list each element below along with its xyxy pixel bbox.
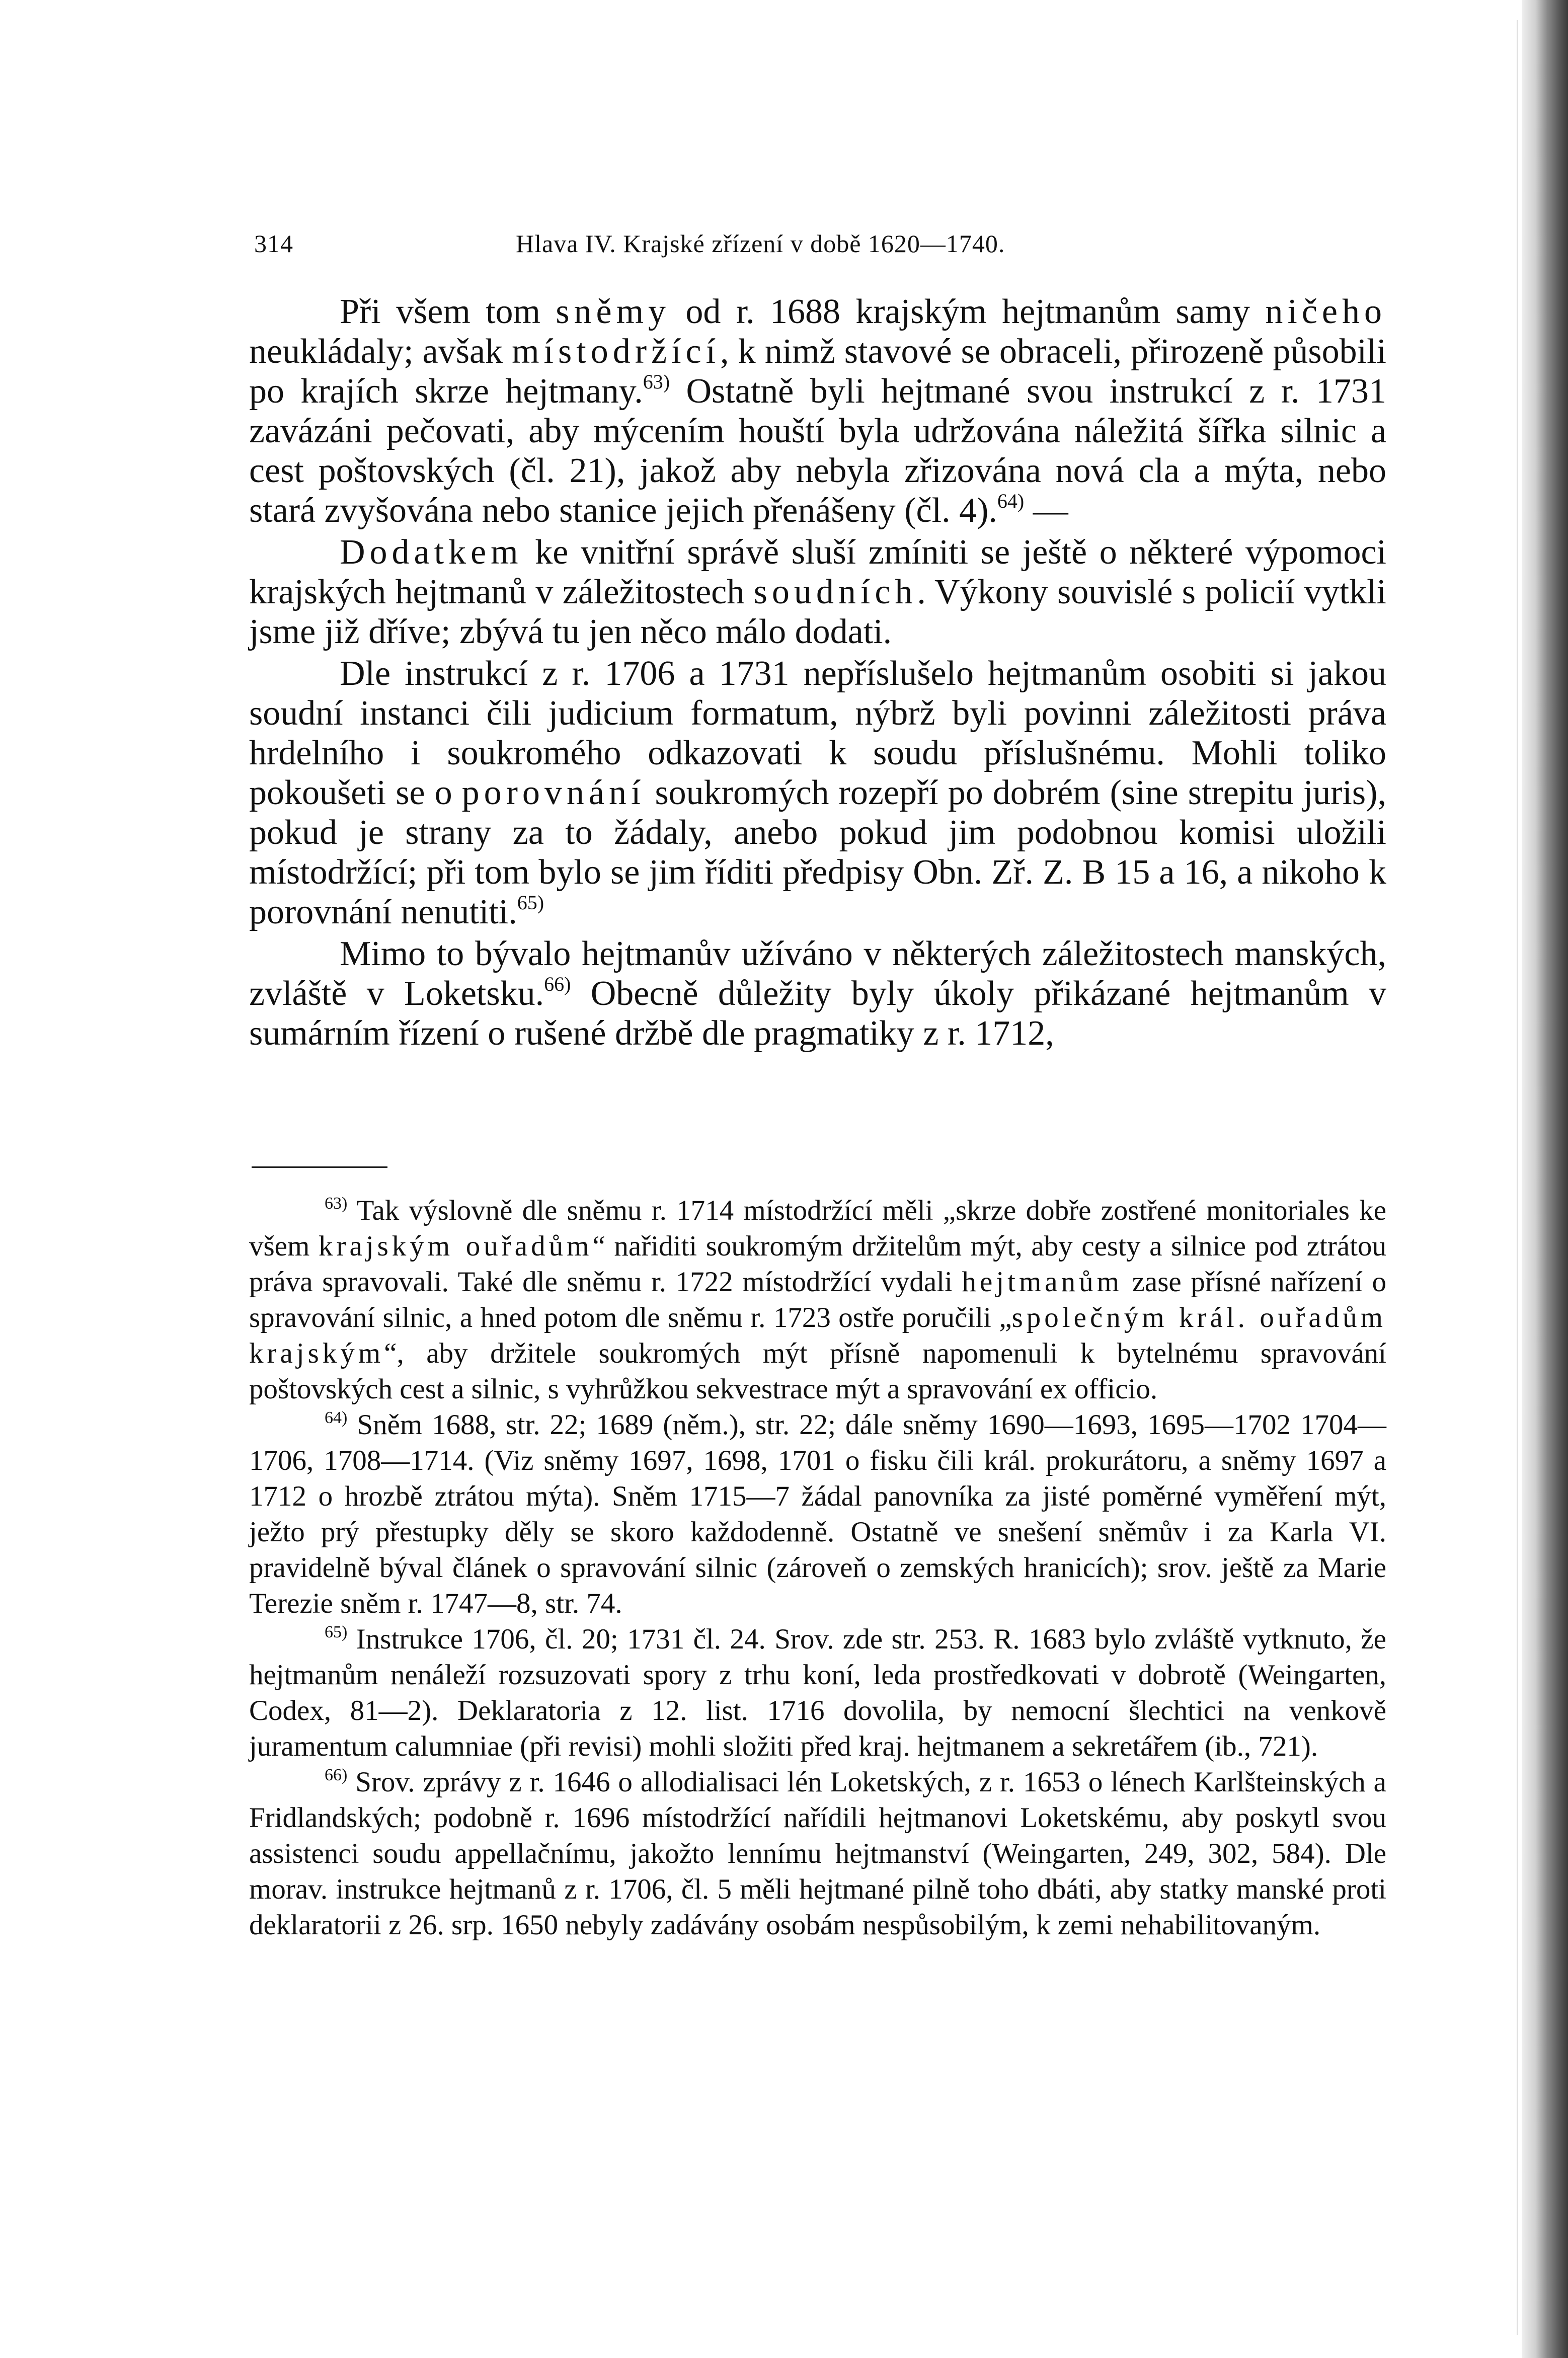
footnote-mark: 64) xyxy=(325,1408,348,1427)
text-run: “ nařiditi soukromým držitelům mýt, aby cesty a silnice pod ztrátou práva spravovali. Také dle sněmu r. 1722 místodržící vydali xyxy=(249,1230,1386,1298)
page-edge-line xyxy=(1517,20,1518,2335)
main-text xyxy=(249,292,1386,1055)
footnote-65 xyxy=(249,1621,1386,1764)
paragraph-2 xyxy=(249,532,1386,652)
text-run: Při všem tom xyxy=(340,292,556,331)
footnotes xyxy=(249,1193,1386,1943)
text-run: zase přísné nařízení o spravování silnic, a hned potom dle sněmu r. 1723 ostře poručili „ xyxy=(249,1266,1386,1333)
spaced-emphasis: místodržící xyxy=(512,332,721,371)
text-run: . Výkony souvislé s policií vytkli jsme již dříve; zbývá tu jen něco málo dodati. xyxy=(249,573,1387,651)
spaced-emphasis: hejtmanům xyxy=(962,1266,1123,1298)
footnote-ref-65[interactable]: 65) xyxy=(517,891,544,914)
footnote-66 xyxy=(249,1764,1386,1943)
footnote-mark: 65) xyxy=(325,1623,348,1641)
footnote-divider xyxy=(252,1166,387,1168)
text-run: od r. 1688 krajským hejtmanům samy xyxy=(670,292,1266,331)
text-run: , k nimž stavové se obraceli, přirozeně působili po krajích skrze hejtmany. xyxy=(249,332,1387,411)
footnote-ref-64[interactable]: 64) xyxy=(997,490,1025,512)
spaced-emphasis: ničeho xyxy=(1265,292,1386,331)
running-title: Hlava IV. Krajské zřízení v době 1620—1740. xyxy=(516,229,1005,258)
footnote-64 xyxy=(249,1407,1386,1621)
text-run: — xyxy=(1024,491,1068,530)
text-run: neukládaly; avšak xyxy=(249,332,512,371)
footnote-ref-66[interactable]: 66) xyxy=(544,973,571,995)
footnote-ref-63[interactable]: 63) xyxy=(643,370,670,393)
paragraph-4 xyxy=(249,934,1386,1053)
text-run: Ostatně byli hejtmané svou instrukcí z r. 1731 zavázáni pečovati, aby mýcením houští byla udržována náležitá šířka silnic a cest poštovských (čl. 21), jakož aby nebyla zřizována nová cla a mýta, nebo stará zvyšována nebo stanice jejich přenášeny (čl. 4). xyxy=(249,372,1386,530)
text-run: Instrukce 1706, čl. 20; 1731 čl. 24. Srov. zde str. 253. R. 1683 bylo zvláště vytknuto, že hejtmanům nenáleží rozsuzovati spory z trhu koní, leda prostředkovati v dobrotě (Weingarten, Codex, 81—2). Deklaratoria z 12. list. 1716 dovolila, by nemocní šlechtici na venkově juramentum calumniae (při revisi) mohli složiti před kraj. hejtmanem a sekretářem (ib., 721). xyxy=(249,1623,1386,1762)
text-run: Srov. zprávy z r. 1646 o allodialisaci lén Loketských, z r. 1653 o lénech Karlšteinských a Fridlandských; podobně r. 1696 místodržící nařídili hejtmanovi Loketskému, aby poskytl svou assistenci soudu appellačnímu, jakožto lennímu hejtmanství (Weingarten, 249, 302, 584). Dle morav. instrukce hejtmanů z r. 1706, čl. 5 měli hejtmané pilně toho dbáti, aby statky manské proti deklaratorii z 26. srp. 1650 nebyly zadávány osobám nespůsobilým, k zemi nehabilitovaným. xyxy=(249,1766,1386,1941)
footnote-63 xyxy=(249,1193,1386,1407)
spaced-emphasis: společným král. ouřadům krajským xyxy=(249,1302,1386,1369)
text-run: Obecně důležity byly úkoly přikázané hejtmanům v sumárním řízení o rušené držbě dle pragmatiky z r. 1712, xyxy=(249,974,1386,1053)
spaced-emphasis: krajským ouřadům xyxy=(319,1230,593,1262)
footnote-mark: 63) xyxy=(325,1194,348,1213)
text-run: Tak výslovně dle sněmu r. 1714 místodržící měli „skrze dobře zostřené monitoriales ke všem xyxy=(249,1195,1386,1262)
text-run: “, aby držitele soukromých mýt přísně napomenuli k bytelnému spravování poštovských cest a silnic, s vyhrůžkou sekvestrace mýt a spravování ex officio. xyxy=(249,1338,1386,1405)
paragraph-3 xyxy=(249,654,1386,932)
spaced-emphasis: porovnání xyxy=(461,773,646,812)
spaced-emphasis: sněmy xyxy=(556,292,671,331)
text-run: Mimo to bývalo hejtmanův užíváno v některých záležitostech manských, zvláště v Loketsku. xyxy=(249,934,1386,1013)
text-run: Sněm 1688, str. 22; 1689 (něm.), str. 22; dále sněmy 1690—1693, 1695—1702 1704—1706, 1708—1714. (Viz sněmy 1697, 1698, 1701 o fisku čili král. prokurátoru, a sněmy 1697 a 1712 o hrozbě ztrátou mýta). Sněm 1715—7 žádal panovníka za jisté poměrné vyměření mýt, ježto prý přestupky děly se skoro každodenně. Ostatně ve snešení sněmův i za Karla VI. pravidelně býval článek o spravování silnic (zároveň o zemských hranicích); srov. ještě za Marie Terezie sněm r. 1747—8, str. 74. xyxy=(249,1409,1386,1619)
footnote-mark: 66) xyxy=(325,1766,348,1784)
spaced-emphasis: soudních xyxy=(753,573,917,611)
page-number: 314 xyxy=(254,229,293,258)
text-run: Dle instrukcí z r. 1706 a 1731 nepříslušelo hejtmanům osobiti si jakou soudní instanci čili judicium formatum, nýbrž byli povinni záležitosti práva hrdelního i soukromého odkazovati k soudu příslušnému. Mohli toliko pokoušeti se o xyxy=(249,654,1386,812)
text-run: soukromých rozepří po dobrém (sine strepitu juris), pokud je strany za to žádaly, anebo pokud jim podobnou komisi uložili místodržící; při tom bylo se jim říditi předpisy Obn. Zř. Z. B 15 a 16, a nikoho k porovnání nenutiti. xyxy=(249,773,1386,931)
running-header xyxy=(254,229,1155,264)
spaced-emphasis: Dodatkem xyxy=(340,533,523,572)
page-binding-shadow xyxy=(1522,0,1568,2358)
text-run: ke vnitřní správě sluší zmíniti se ještě o některé výpomoci krajských hejtmanů v záležitostech xyxy=(249,533,1386,611)
paragraph-1 xyxy=(249,292,1386,530)
